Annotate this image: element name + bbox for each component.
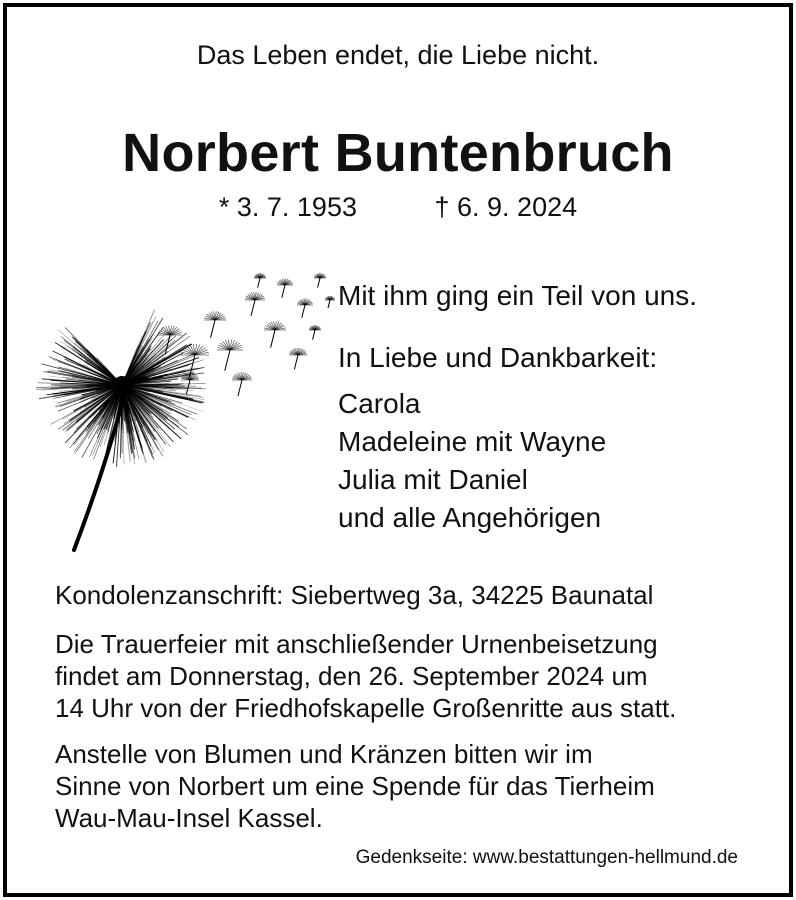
donation-line: Wau-Mau-Insel Kassel. bbox=[55, 803, 323, 833]
donation-paragraph bbox=[55, 738, 655, 834]
mourner-line: Madeleine mit Wayne bbox=[338, 426, 607, 457]
birth-date: * 3. 7. 1953 bbox=[218, 192, 357, 222]
quote: Mit ihm ging ein Teil von uns. bbox=[338, 280, 697, 311]
dandelion-icon bbox=[30, 260, 340, 560]
donation-line: Sinne von Norbert um eine Spende für das Tierheim bbox=[55, 771, 655, 801]
life-dates bbox=[0, 194, 796, 221]
donation-line: Anstelle von Blumen und Kränzen bitten wir im bbox=[55, 739, 593, 769]
death-date: † 6. 9. 2024 bbox=[434, 192, 578, 222]
ceremony-paragraph bbox=[55, 628, 676, 724]
ceremony-line: 14 Uhr von der Friedhofskapelle Großenritte aus statt. bbox=[55, 693, 677, 723]
mourner-line: Julia mit Daniel bbox=[338, 464, 528, 495]
condolence-address: Kondolenzanschrift: Siebertweg 3a, 34225 Baunatal bbox=[55, 580, 654, 610]
motto: Das Leben endet, die Liebe nicht. bbox=[196, 40, 600, 70]
ceremony-line: Die Trauerfeier mit anschließender Urnenbeisetzung bbox=[55, 629, 658, 659]
thanks-heading: In Liebe und Dankbarkeit: bbox=[338, 342, 658, 373]
mourner-line: Carola bbox=[338, 388, 421, 419]
deceased-name: Norbert Buntenbruch bbox=[122, 123, 674, 183]
ceremony-line: findet am Donnerstag, den 26. September 2024 um bbox=[55, 661, 648, 691]
memorial-page-link[interactable]: Gedenkseite: www.bestattungen-hellmund.de bbox=[355, 847, 738, 868]
mourner-line: und alle Angehörigen bbox=[338, 502, 602, 533]
